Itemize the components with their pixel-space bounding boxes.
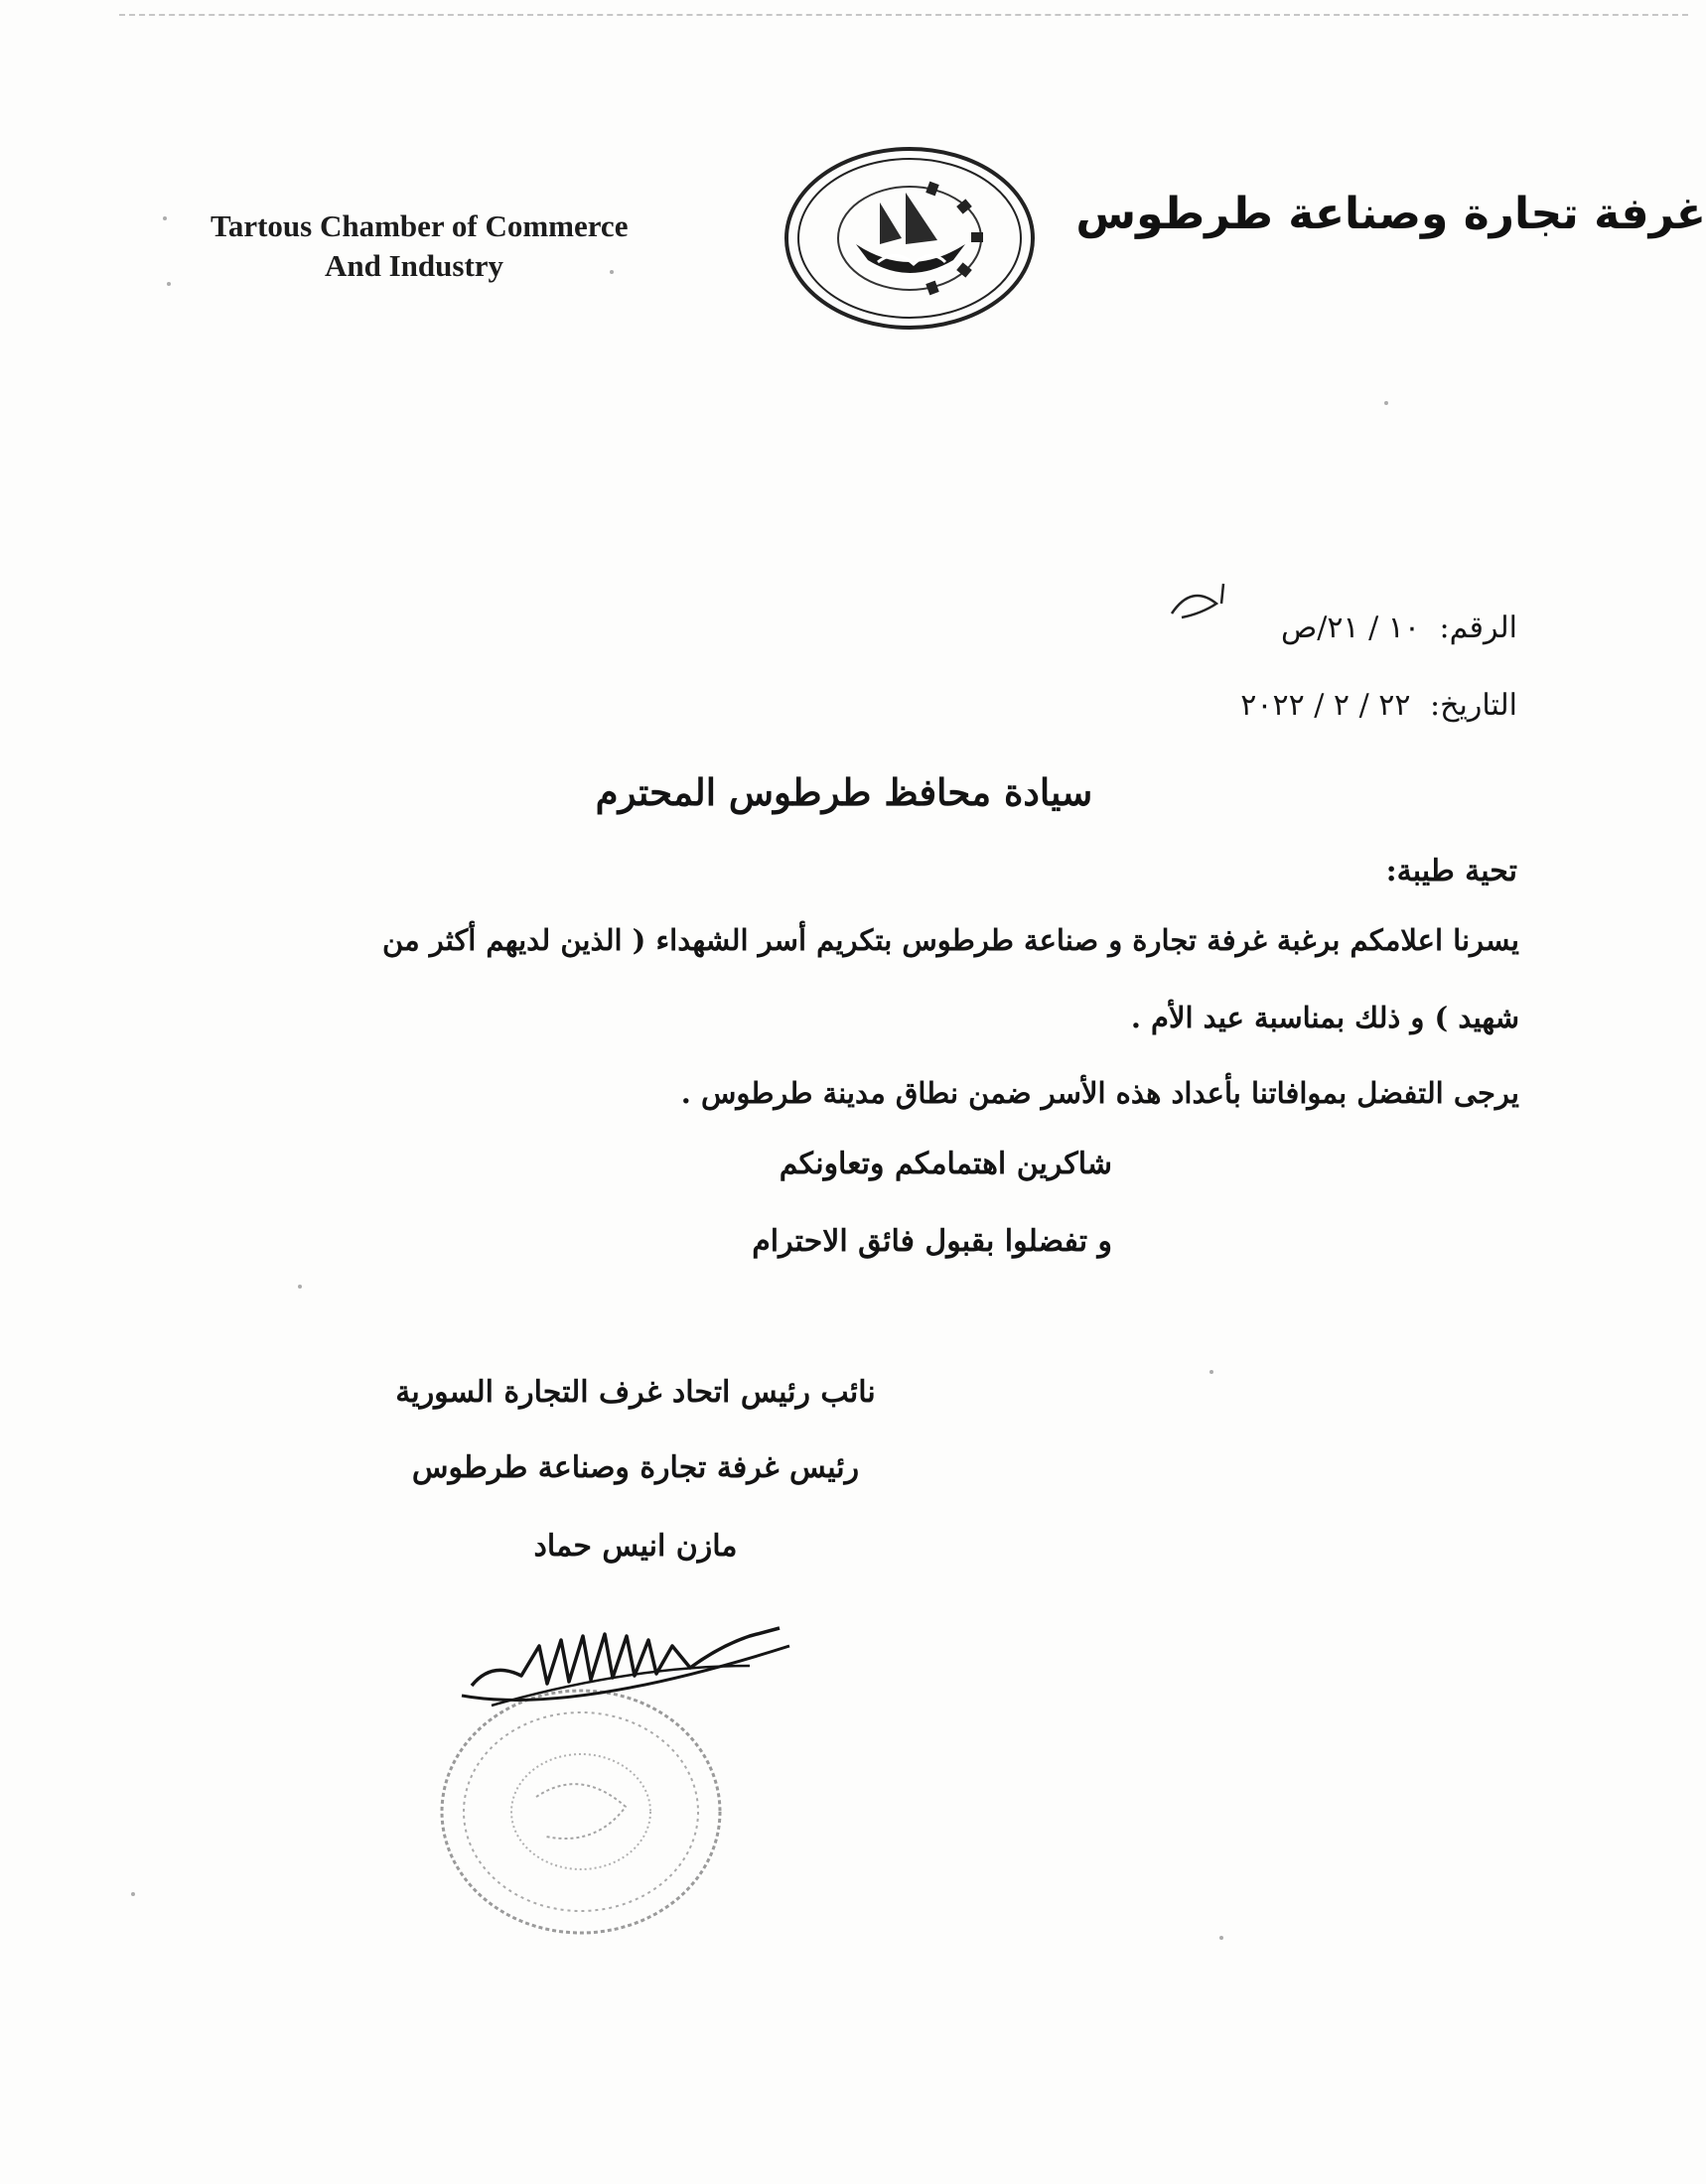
handwritten-signature [452,1606,809,1725]
reference-number [1021,611,1517,645]
closing-thanks: شاكرين اهتمامكم وتعاونكم [779,1147,1112,1181]
english-name-line2: And Industry [325,248,504,283]
scan-speck [1384,401,1388,405]
scan-speck [163,216,167,220]
chamber-logo-seal [779,141,1041,336]
reference-date-label: التاريخ: [1430,688,1517,723]
scan-speck [610,270,614,274]
recipient-line: سيادة محافظ طرطوس المحترم [595,770,1093,814]
arabic-name: غرفة تجارة وصناعة طرطوس [1075,189,1706,239]
body-paragraph-1-line-1: يسرنا اعلامكم برغبة غرفة تجارة و صناعة طرطوس بتكريم أسر الشهداء ( الذين لديهم أكثر من [382,923,1519,957]
scan-speck [1209,1370,1213,1374]
english-letterhead [211,206,747,286]
body-paragraph-2: يرجى التفضل بموافاتنا بأعداد هذه الأسر ضمن نطاق مدينة طرطوس . [680,1076,1519,1110]
body-paragraph-1-line-2: شهيد ) و ذلك بمناسبة عيد الأم . [1130,1001,1519,1034]
reference-date [1021,688,1517,723]
signatory-title-2: رئيس غرفة تجارة وصناعة طرطوس [411,1450,860,1485]
closing-regards: و تفضلوا بقبول فائق الاحترام [752,1224,1112,1259]
english-name-line1: Tartous Chamber of Commerce [211,208,629,243]
signatory-name: مازن انيس حماد [533,1529,738,1564]
greeting: تحية طيبة: [1385,854,1517,888]
scan-edge-line [119,14,1688,16]
reference-number-value: ١٠ / ٢١/ص [1280,611,1420,645]
reference-date-value: ٢٢ / ٢ / ٢٠٢٢ [1240,688,1411,723]
scan-speck [298,1285,302,1289]
scan-speck [1219,1936,1223,1940]
arabic-letterhead [1075,189,1706,239]
scan-speck [167,282,171,286]
signatory-title-1: نائب رئيس اتحاد غرف التجارة السورية [395,1375,876,1410]
scan-speck [131,1892,135,1896]
reference-number-label: الرقم: [1439,611,1517,645]
